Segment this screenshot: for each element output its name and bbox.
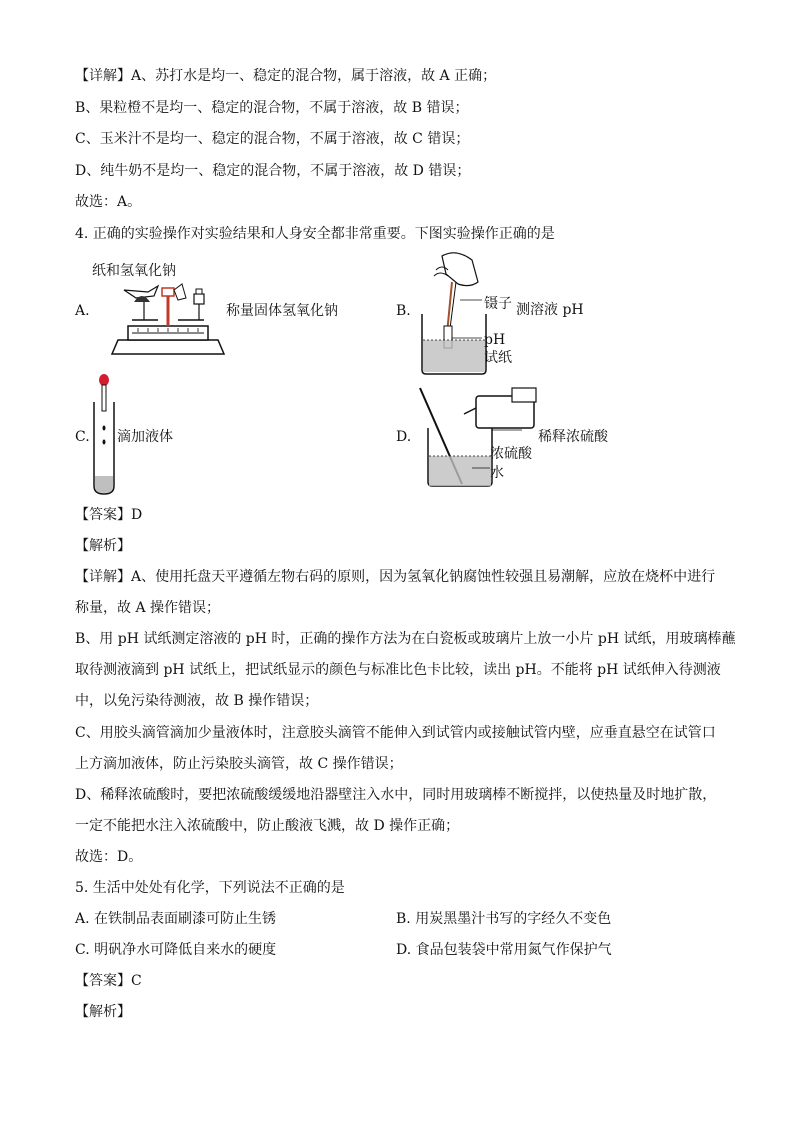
q4-detail-c-1: C、用胶头滴管滴加少量液体时，注意胶头滴管不能伸入到试管内或接触试管内壁，应垂直悬空在试管口	[75, 725, 716, 741]
q5-option-c: C. 明矾净水可降低自来水的硬度	[75, 942, 277, 958]
q3-choice: 故选：A。	[75, 194, 142, 210]
q4-option-b-caption: 测溶液 pH	[516, 302, 584, 318]
q4-choice: 故选：D。	[75, 849, 143, 865]
q4-option-d-caption: 稀释浓硫酸	[538, 429, 608, 445]
q3-detail-a: 【详解】A、苏打水是均一、稳定的混合物，属于溶液，故 A 正确；	[75, 68, 497, 84]
dropper-figure	[90, 372, 118, 498]
q4-detail-d-2: 一定不能把水注入浓硫酸中，防止酸液飞溅，故 D 操作正确；	[75, 818, 460, 834]
q4-option-d-acid-label: 浓硫酸	[490, 446, 532, 462]
q4-detail-d-1: D、稀释浓硫酸时，要把浓硫酸缓缓地沿器壁注入水中，同时用玻璃棒不断搅拌，以使热量及时地扩散，	[75, 787, 717, 803]
q4-detail-c-2: 上方滴加液体，防止污染胶头滴管，故 C 操作错误；	[75, 756, 403, 772]
q5-option-d: D. 食品包装袋中常用氮气作保护气	[396, 942, 612, 958]
q4-option-b-paper-label-2: 试纸	[484, 350, 512, 366]
q4-option-a-top-label: 纸和氢氧化钠	[92, 263, 176, 279]
q5-answer: 【答案】C	[75, 973, 142, 989]
q4-option-d-water-label: 水	[490, 465, 504, 481]
q4-detail-a-2: 称量，故 A 操作错误；	[75, 600, 221, 616]
q3-detail-d: D、纯牛奶不是均一、稳定的混合物，不属于溶液，故 D 错误；	[75, 163, 471, 179]
q4-option-d-letter: D.	[396, 429, 412, 445]
q4-stem: 4. 正确的实验操作对实验结果和人身安全都非常重要。下图实验操作正确的是	[75, 226, 555, 242]
q3-detail-c: C、玉米汁不是均一、稳定的混合物，不属于溶液，故 C 错误；	[75, 131, 470, 147]
q4-option-c-letter: C.	[75, 429, 90, 445]
q4-detail-b-1: B、用 pH 试纸测定溶液的 pH 时，正确的操作方法为在白瓷板或玻璃片上放一小片 pH 试纸，用玻璃棒蘸	[75, 631, 736, 647]
q3-detail-b: B、果粒橙不是均一、稳定的混合物，不属于溶液，故 B 错误；	[75, 100, 469, 116]
q5-option-b: B. 用炭黑墨汁书写的字经久不变色	[396, 911, 612, 927]
q4-option-b-paper-label-1: pH	[484, 332, 506, 348]
q4-answer: 【答案】D	[75, 507, 143, 523]
q4-detail-a-1: 【详解】A、使用托盘天平遵循左物右码的原则，因为氢氧化钠腐蚀性较强且易潮解，应放在烧杯中进行	[75, 569, 716, 585]
q4-detail-b-2: 取待测液滴到 pH 试纸上，把试纸显示的颜色与标准比色卡比较，读出 pH。不能将 pH 试纸伸入待测液	[75, 662, 721, 678]
q4-option-a-caption: 称量固体氢氧化钠	[226, 303, 338, 319]
q4-option-c-caption: 滴加液体	[117, 429, 173, 445]
q5-stem: 5. 生活中处处有化学，下列说法不正确的是	[75, 880, 345, 896]
dilution-figure	[412, 382, 552, 492]
q4-option-b-letter: B.	[396, 303, 411, 319]
q4-detail-b-3: 中，以免污染待测液，故 B 操作错误；	[75, 693, 319, 709]
q5-option-a: A. 在铁制品表面刷漆可防止生锈	[75, 911, 277, 927]
q4-option-a-letter: A.	[75, 303, 90, 319]
q4-option-b-tweezers-label: 镊子	[484, 296, 512, 312]
q5-analysis-title: 【解析】	[75, 1004, 131, 1020]
balance-figure	[108, 278, 228, 358]
q4-analysis-title: 【解析】	[75, 538, 131, 554]
